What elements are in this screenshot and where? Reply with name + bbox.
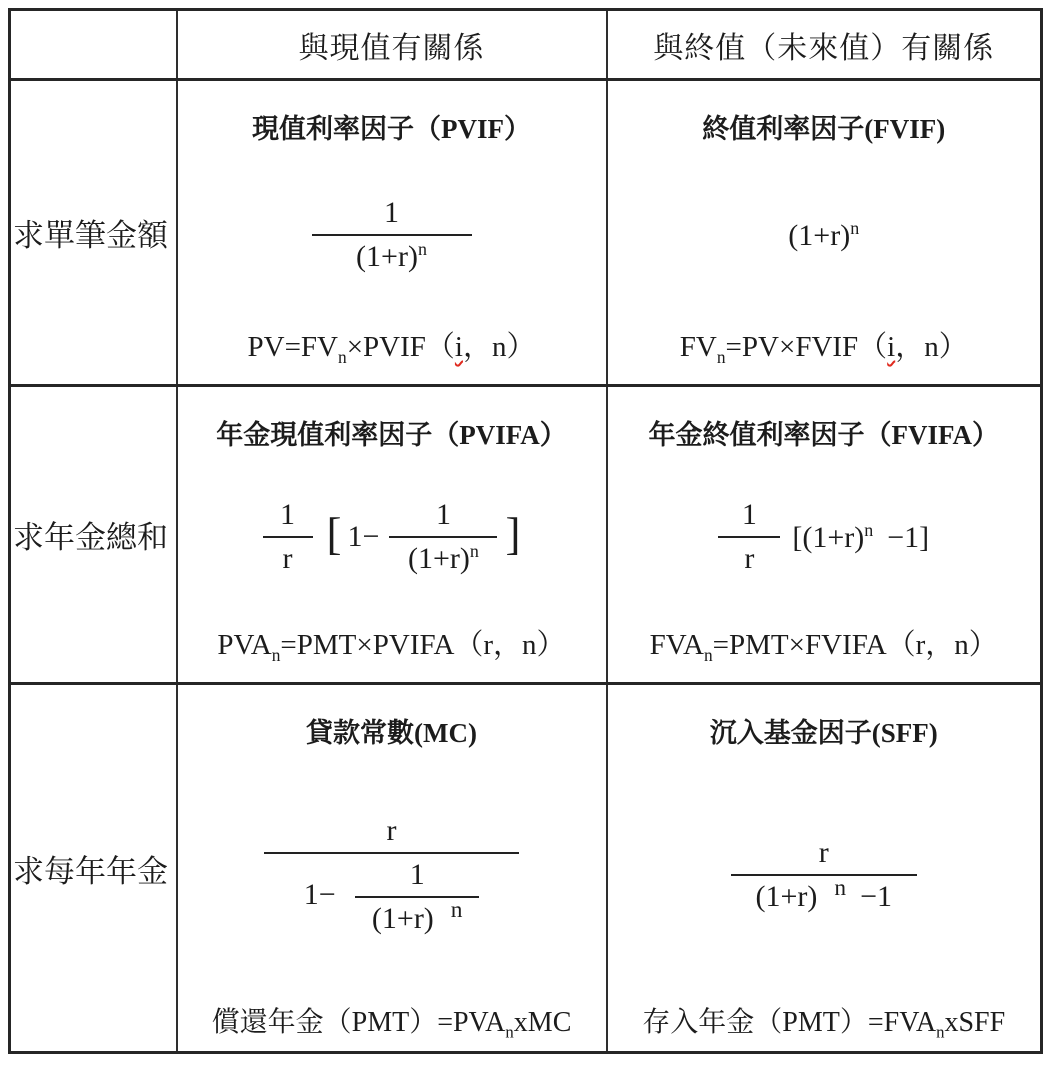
- outer-fraction: [264, 813, 519, 937]
- expression: [788, 218, 859, 253]
- inner-fraction: [389, 497, 497, 577]
- frac-numerator: 1: [355, 857, 479, 898]
- frac-denominator: [355, 898, 479, 937]
- row-yearly-payment: [10, 684, 1042, 1053]
- fvifa-title: 年金終值利率因子（FVIFA）: [648, 420, 999, 450]
- eq-text: xSFF: [944, 1007, 1006, 1039]
- header-future-label: 與終值（未來值）有關係: [653, 31, 995, 65]
- eq-subscript-n: n: [505, 1023, 514, 1042]
- fraction: [731, 835, 917, 915]
- mc-equation: [212, 1000, 572, 1043]
- den-base: (1+r): [408, 542, 470, 576]
- one-minus: 1−: [347, 520, 380, 554]
- cell-pvifa: [177, 386, 607, 684]
- eq-text: =PMT×PVIFA（r，n）: [280, 629, 566, 662]
- sff-formula: [608, 750, 1041, 1000]
- frac-numerator: 1: [312, 195, 472, 236]
- pvif-content: [178, 81, 606, 384]
- eq-text: FV: [679, 331, 717, 364]
- mc-title: 貸款常數(MC): [306, 718, 477, 748]
- exponent-n: n: [864, 519, 874, 540]
- row-label: 求每年年金: [13, 853, 168, 889]
- row-single-label-cell: [10, 80, 177, 386]
- fvif-content: [608, 81, 1041, 384]
- mc-content: [178, 685, 606, 1051]
- corner-cell: [10, 10, 177, 80]
- eq-text: xMC: [513, 1007, 572, 1039]
- eq-subscript-n: n: [338, 347, 347, 367]
- frac-numerator: 1: [389, 497, 497, 538]
- open-bracket: [: [326, 508, 342, 559]
- frac-denominator: [264, 854, 519, 937]
- eq-text: FVA: [649, 629, 704, 662]
- fraction: [312, 195, 472, 275]
- eq-subscript-n: n: [716, 347, 726, 367]
- pvifa-title: 年金現值利率因子（PVIFA）: [216, 420, 567, 450]
- fraction-1-over-r: [263, 497, 313, 577]
- frac-denominator: r: [744, 542, 755, 576]
- pvif-formula: [178, 146, 606, 324]
- eq-text: 存入年金（PMT）=FVA: [642, 1007, 937, 1039]
- header-present-label: 與現值有關係: [298, 31, 485, 65]
- formula-table: [8, 8, 1043, 1054]
- pvifa-equation: [217, 622, 565, 666]
- one-minus: 1−: [303, 878, 336, 912]
- den-base: (1+r): [755, 880, 818, 914]
- fvifa-equation: [650, 622, 998, 666]
- frac-numerator: 1: [718, 497, 780, 538]
- eq-text: ×PVIF（: [346, 331, 455, 364]
- header-future-value: [607, 10, 1042, 80]
- eq-text: PV=FV: [247, 331, 338, 364]
- frac-denominator: r: [282, 542, 293, 576]
- close-bracket: ]: [505, 508, 521, 559]
- pvifa-formula: [178, 452, 606, 622]
- row-label: 求年金總和: [13, 520, 168, 555]
- exponent-n: n: [469, 541, 479, 562]
- row-single-amount: [10, 80, 1042, 386]
- exponent-n: n: [834, 875, 847, 902]
- eq-subscript-n: n: [936, 1023, 945, 1042]
- fvif-title: 終值利率因子(FVIF): [702, 114, 946, 144]
- fvifa-content: [608, 387, 1041, 682]
- eq-i-spellcheck: i: [454, 331, 463, 364]
- eq-text: 償還年金（PMT）=PVA: [211, 1007, 506, 1039]
- exponent-n: n: [417, 239, 427, 260]
- den-base: (1+r): [356, 240, 418, 274]
- mc-formula: [178, 750, 606, 1000]
- row-annuity-sum: [10, 386, 1042, 684]
- bracket-expression: [792, 520, 929, 555]
- sff-title: 沉入基金因子(SFF): [709, 718, 938, 748]
- sff-equation: [642, 1000, 1005, 1043]
- eq-i-spellcheck: i: [887, 331, 896, 364]
- frac-denominator: [389, 538, 497, 577]
- den-base: (1+r): [371, 902, 434, 936]
- header-present-value: [177, 10, 607, 80]
- eq-subscript-n: n: [271, 645, 281, 665]
- pvif-equation: [248, 324, 536, 368]
- fvif-formula: [608, 146, 1041, 324]
- fvifa-formula: [608, 452, 1041, 622]
- eq-text: ，n）: [895, 331, 968, 364]
- expr-text: [(1+r): [792, 520, 865, 554]
- eq-text: =PV×FVIF（: [725, 331, 888, 364]
- cell-sff: [607, 684, 1042, 1053]
- exponent-n: n: [450, 897, 463, 924]
- expr-text: −1]: [887, 520, 930, 554]
- eq-subscript-n: n: [703, 645, 713, 665]
- exponent-n: n: [850, 217, 860, 238]
- header-row: [10, 10, 1042, 80]
- inner-fraction: [355, 857, 479, 937]
- frac-denominator: [731, 876, 917, 915]
- pvif-title: 現值利率因子（PVIF）: [252, 114, 531, 144]
- eq-text: ，n）: [462, 331, 536, 364]
- frac-numerator: r: [731, 835, 917, 876]
- sff-content: [608, 685, 1041, 1051]
- cell-pvif: [177, 80, 607, 386]
- frac-numerator: r: [264, 813, 519, 854]
- pvifa-content: [178, 387, 606, 682]
- cell-fvifa: [607, 386, 1042, 684]
- expr-base: (1+r): [788, 218, 851, 252]
- row-payment-label-cell: [10, 684, 177, 1053]
- minus-one: −1: [860, 880, 892, 914]
- fvif-equation: [680, 324, 968, 368]
- row-label: 求單筆金額: [13, 218, 168, 253]
- eq-text: =PMT×FVIFA（r，n）: [712, 629, 998, 662]
- frac-denominator: [312, 236, 472, 275]
- cell-mc: [177, 684, 607, 1053]
- eq-text: PVA: [217, 629, 272, 662]
- frac-numerator: 1: [263, 497, 313, 538]
- row-annuity-label-cell: [10, 386, 177, 684]
- cell-fvif: [607, 80, 1042, 386]
- fraction-1-over-r: [718, 497, 780, 577]
